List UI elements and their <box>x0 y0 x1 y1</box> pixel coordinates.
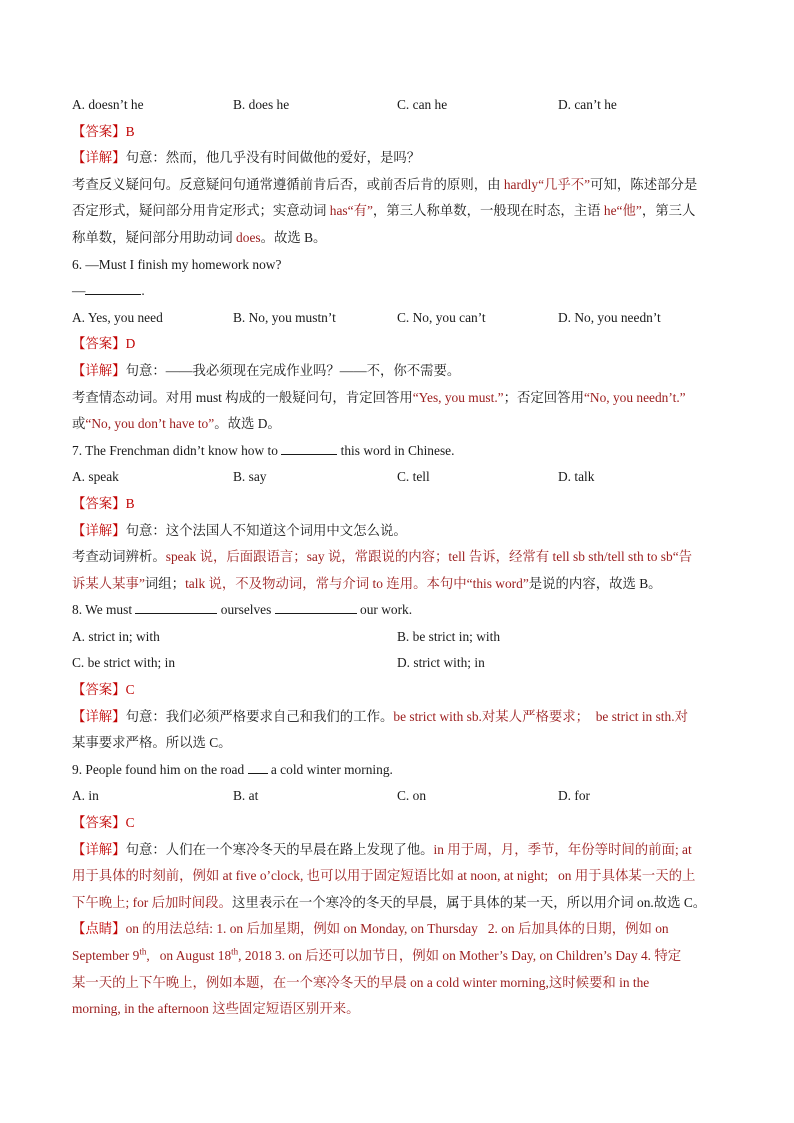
q6-option-d: D. No, you needn’t <box>558 309 661 325</box>
detail-highlight: “No, you don’t have to” <box>85 416 215 432</box>
question-stem: a cold winter morning. <box>267 761 393 777</box>
detail-highlight: 诉某人某事” <box>72 575 145 591</box>
question-stem: this word in Chinese. <box>337 442 455 458</box>
detail-text: 。故选 B。 <box>260 229 327 245</box>
answer-blank <box>85 280 141 295</box>
q9-option-c: C. on <box>397 788 427 804</box>
answer-blank <box>248 759 268 774</box>
detail-tag: 【详解】 <box>72 708 126 724</box>
detail-tag: 【详解】 <box>72 362 126 378</box>
q5-detail-line2 <box>72 198 722 225</box>
answer-tag: 【答案】 <box>72 495 126 511</box>
question-stem: 6. —Must I finish my homework now? <box>72 256 282 272</box>
q9-detail-line3 <box>72 890 722 917</box>
detail-text: ；否定回答用 <box>503 389 584 405</box>
detail-highlight: be strict in sth.对 <box>589 708 688 724</box>
tip-text: 某一天的上下午晚上，例如本题，在一个寒冷冬天的早晨 on a cold winter morning,这时候要和 in the <box>72 974 650 990</box>
detail-text: 句意：我们必须严格要求自己和我们的工作。 <box>125 708 394 724</box>
q5-answer <box>72 119 722 146</box>
q5-option-c: C. can he <box>397 97 448 112</box>
q7-option-b: B. say <box>233 469 267 485</box>
detail-text: 这里表示在一个寒冷的冬天的早晨，属于具体的某一天，所以用介词 on.故选 C。 <box>231 894 707 910</box>
detail-text: 称单数，疑问部分用助动词 <box>72 229 237 245</box>
q7-option-c: C. tell <box>397 469 430 485</box>
detail-text: 可知，陈述部分是 <box>590 176 698 192</box>
question-stem: ourselves <box>217 602 275 618</box>
q9-option-a: A. in <box>72 788 99 804</box>
q9-option-d: D. for <box>558 788 590 804</box>
tip-text: on 的用法总结: 1. on 后加星期，例如 on Monday, on Thursday 2. on 后加具体的日期，例如 on <box>125 921 669 937</box>
answer-blank <box>135 599 217 614</box>
detail-highlight: talk 说，不及物动词，常与介词 to 连用。本句中 <box>185 575 467 591</box>
question-stem: 8. We must <box>72 602 136 618</box>
q6-detail-meaning <box>72 358 722 385</box>
q9-stem <box>72 757 722 784</box>
q9-detail-line1 <box>72 837 722 864</box>
detail-text: ，第三人称单数，一般现在时态，主语 <box>372 203 604 219</box>
detail-highlight: 用于具体的时刻前，例如 <box>72 868 223 884</box>
q6-options <box>72 305 722 332</box>
detail-highlight: hardly“几乎不” <box>503 176 591 192</box>
detail-highlight: at five o’clock, 也可以用于固定短语比如 at noon, at night; on 用于具体某一天的上 <box>222 868 696 884</box>
detail-text: 句意：——我必须现在完成作业吗？——不，你不需要。 <box>125 362 461 378</box>
detail-highlight: “No, you needn’t.” <box>583 389 686 405</box>
q8-option-c: C. be strict with; in <box>72 655 176 671</box>
question-stem: 7. The Frenchman didn’t know how to <box>72 442 282 458</box>
q7-option-a: A. speak <box>72 469 119 485</box>
q8-options-row2 <box>72 650 722 677</box>
answer-value: B <box>125 123 135 139</box>
question-stem: our work. <box>356 602 413 618</box>
q5-option-b: B. does he <box>233 97 290 112</box>
q9-tip-line4 <box>72 996 722 1023</box>
reply-dash: — <box>72 283 86 299</box>
q6-option-b: B. No, you mustn’t <box>233 309 336 325</box>
tip-superscript: th <box>231 946 239 957</box>
document-page <box>72 92 722 1023</box>
tip-text: , on August 18 <box>146 948 232 963</box>
detail-text: ，第三人 <box>641 203 696 219</box>
detail-highlight: 下午晚上; for 后加时间段。 <box>72 894 232 910</box>
q7-options <box>72 464 722 491</box>
tip-tag: 【点睛】 <box>72 921 126 937</box>
q9-answer <box>72 810 722 837</box>
detail-text: 句意：然而，他几乎没有时间做他的爱好，是吗？ <box>125 150 421 166</box>
question-stem: 9. People found him on the road <box>72 761 248 777</box>
q9-option-b: B. at <box>233 788 259 804</box>
q6-answer <box>72 331 722 358</box>
q8-detail-line1 <box>72 704 722 731</box>
q5-option-d: D. can’t he <box>558 97 617 112</box>
q9-detail-line2 <box>72 863 722 890</box>
q6-stem <box>72 252 722 279</box>
answer-tag: 【答案】 <box>72 682 126 698</box>
q6-detail-line2 <box>72 411 722 438</box>
q7-detail-line2 <box>72 571 722 598</box>
detail-text: 考查动词辨析。 <box>72 549 166 565</box>
detail-tag: 【详解】 <box>72 150 126 166</box>
q6-option-c: C. No, you can’t <box>397 309 486 325</box>
q7-detail-meaning <box>72 518 722 545</box>
detail-text: 句意：人们在一个寒冷冬天的早晨在路上发现了他。 <box>125 841 434 857</box>
q6-detail-line1 <box>72 385 722 412</box>
q8-answer <box>72 677 722 704</box>
answer-value: C <box>125 682 135 698</box>
answer-value: D <box>125 336 136 352</box>
detail-highlight: “this word” <box>466 575 529 591</box>
q7-option-d: D. talk <box>558 469 595 485</box>
q8-option-b: B. be strict in; with <box>397 628 501 644</box>
tip-superscript: th <box>139 946 147 957</box>
q7-answer <box>72 491 722 518</box>
q9-tip-line2 <box>72 943 722 970</box>
q9-options <box>72 783 722 810</box>
q6-option-a: A. Yes, you need <box>72 309 163 325</box>
tip-text: September 9 <box>72 948 140 963</box>
detail-text: 词组； <box>144 575 186 591</box>
q8-detail-line2 <box>72 730 722 757</box>
detail-highlight: be strict with sb.对某人严格要求； <box>393 708 590 724</box>
tip-text: morning, in the afternoon 这些固定短语区别开来。 <box>72 1001 360 1017</box>
detail-highlight: has“有” <box>329 203 373 219</box>
detail-highlight: speak 说，后面跟语言；say 说，常跟说的内容；tell 告诉，经常有 tell sb sth/tell sth to sb“告 <box>165 549 693 565</box>
q7-stem <box>72 438 722 465</box>
detail-text: 。故选 D。 <box>214 416 281 432</box>
answer-tag: 【答案】 <box>72 815 126 831</box>
detail-highlight: does <box>236 229 261 245</box>
detail-highlight: he“他” <box>603 203 642 219</box>
q9-tip-line1 <box>72 916 722 943</box>
detail-text: 句意：这个法国人不知道这个词用中文怎么说。 <box>125 522 407 538</box>
q9-tip-line3 <box>72 970 722 997</box>
detail-text: 否定形式，疑问部分用肯定形式；实意动词 <box>72 203 330 219</box>
detail-text: 某事要求严格。所以选 C。 <box>72 735 232 751</box>
q5-detail-line1 <box>72 172 722 199</box>
answer-blank <box>275 599 357 614</box>
q5-option-a: A. doesn’t he <box>72 97 144 112</box>
detail-text: 或 <box>72 416 86 432</box>
q6-reply: — . <box>72 278 722 305</box>
q5-detail-line3 <box>72 225 722 252</box>
tip-text: , 2018 3. on 后还可以加节日，例如 on Mother’s Day, on Children’s Day 4. 特定 <box>238 948 682 963</box>
detail-tag: 【详解】 <box>72 841 126 857</box>
q7-detail-line1 <box>72 544 722 571</box>
q5-options <box>72 92 722 119</box>
q8-option-d: D. strict with; in <box>397 655 485 671</box>
detail-text: 是说的内容，故选 B。 <box>528 575 662 591</box>
answer-tag: 【答案】 <box>72 123 126 139</box>
q8-options-row1 <box>72 624 722 651</box>
detail-tag: 【详解】 <box>72 522 126 538</box>
detail-text: 考查反义疑问句。反意疑问句通常遵循前肯后否，或前否后肯的原则，由 <box>72 176 504 192</box>
answer-blank <box>281 440 337 455</box>
detail-highlight: in 用于周，月，季节，年份等时间的前面; at <box>433 841 692 857</box>
q5-detail-meaning <box>72 145 722 172</box>
answer-tag: 【答案】 <box>72 336 126 352</box>
answer-value: C <box>125 815 135 831</box>
answer-value: B <box>125 495 135 511</box>
detail-highlight: “Yes, you must.” <box>412 389 504 405</box>
q8-option-a: A. strict in; with <box>72 628 160 644</box>
detail-text: 考查情态动词。对用 must 构成的一般疑问句，肯定回答用 <box>72 389 413 405</box>
q8-stem <box>72 597 722 624</box>
